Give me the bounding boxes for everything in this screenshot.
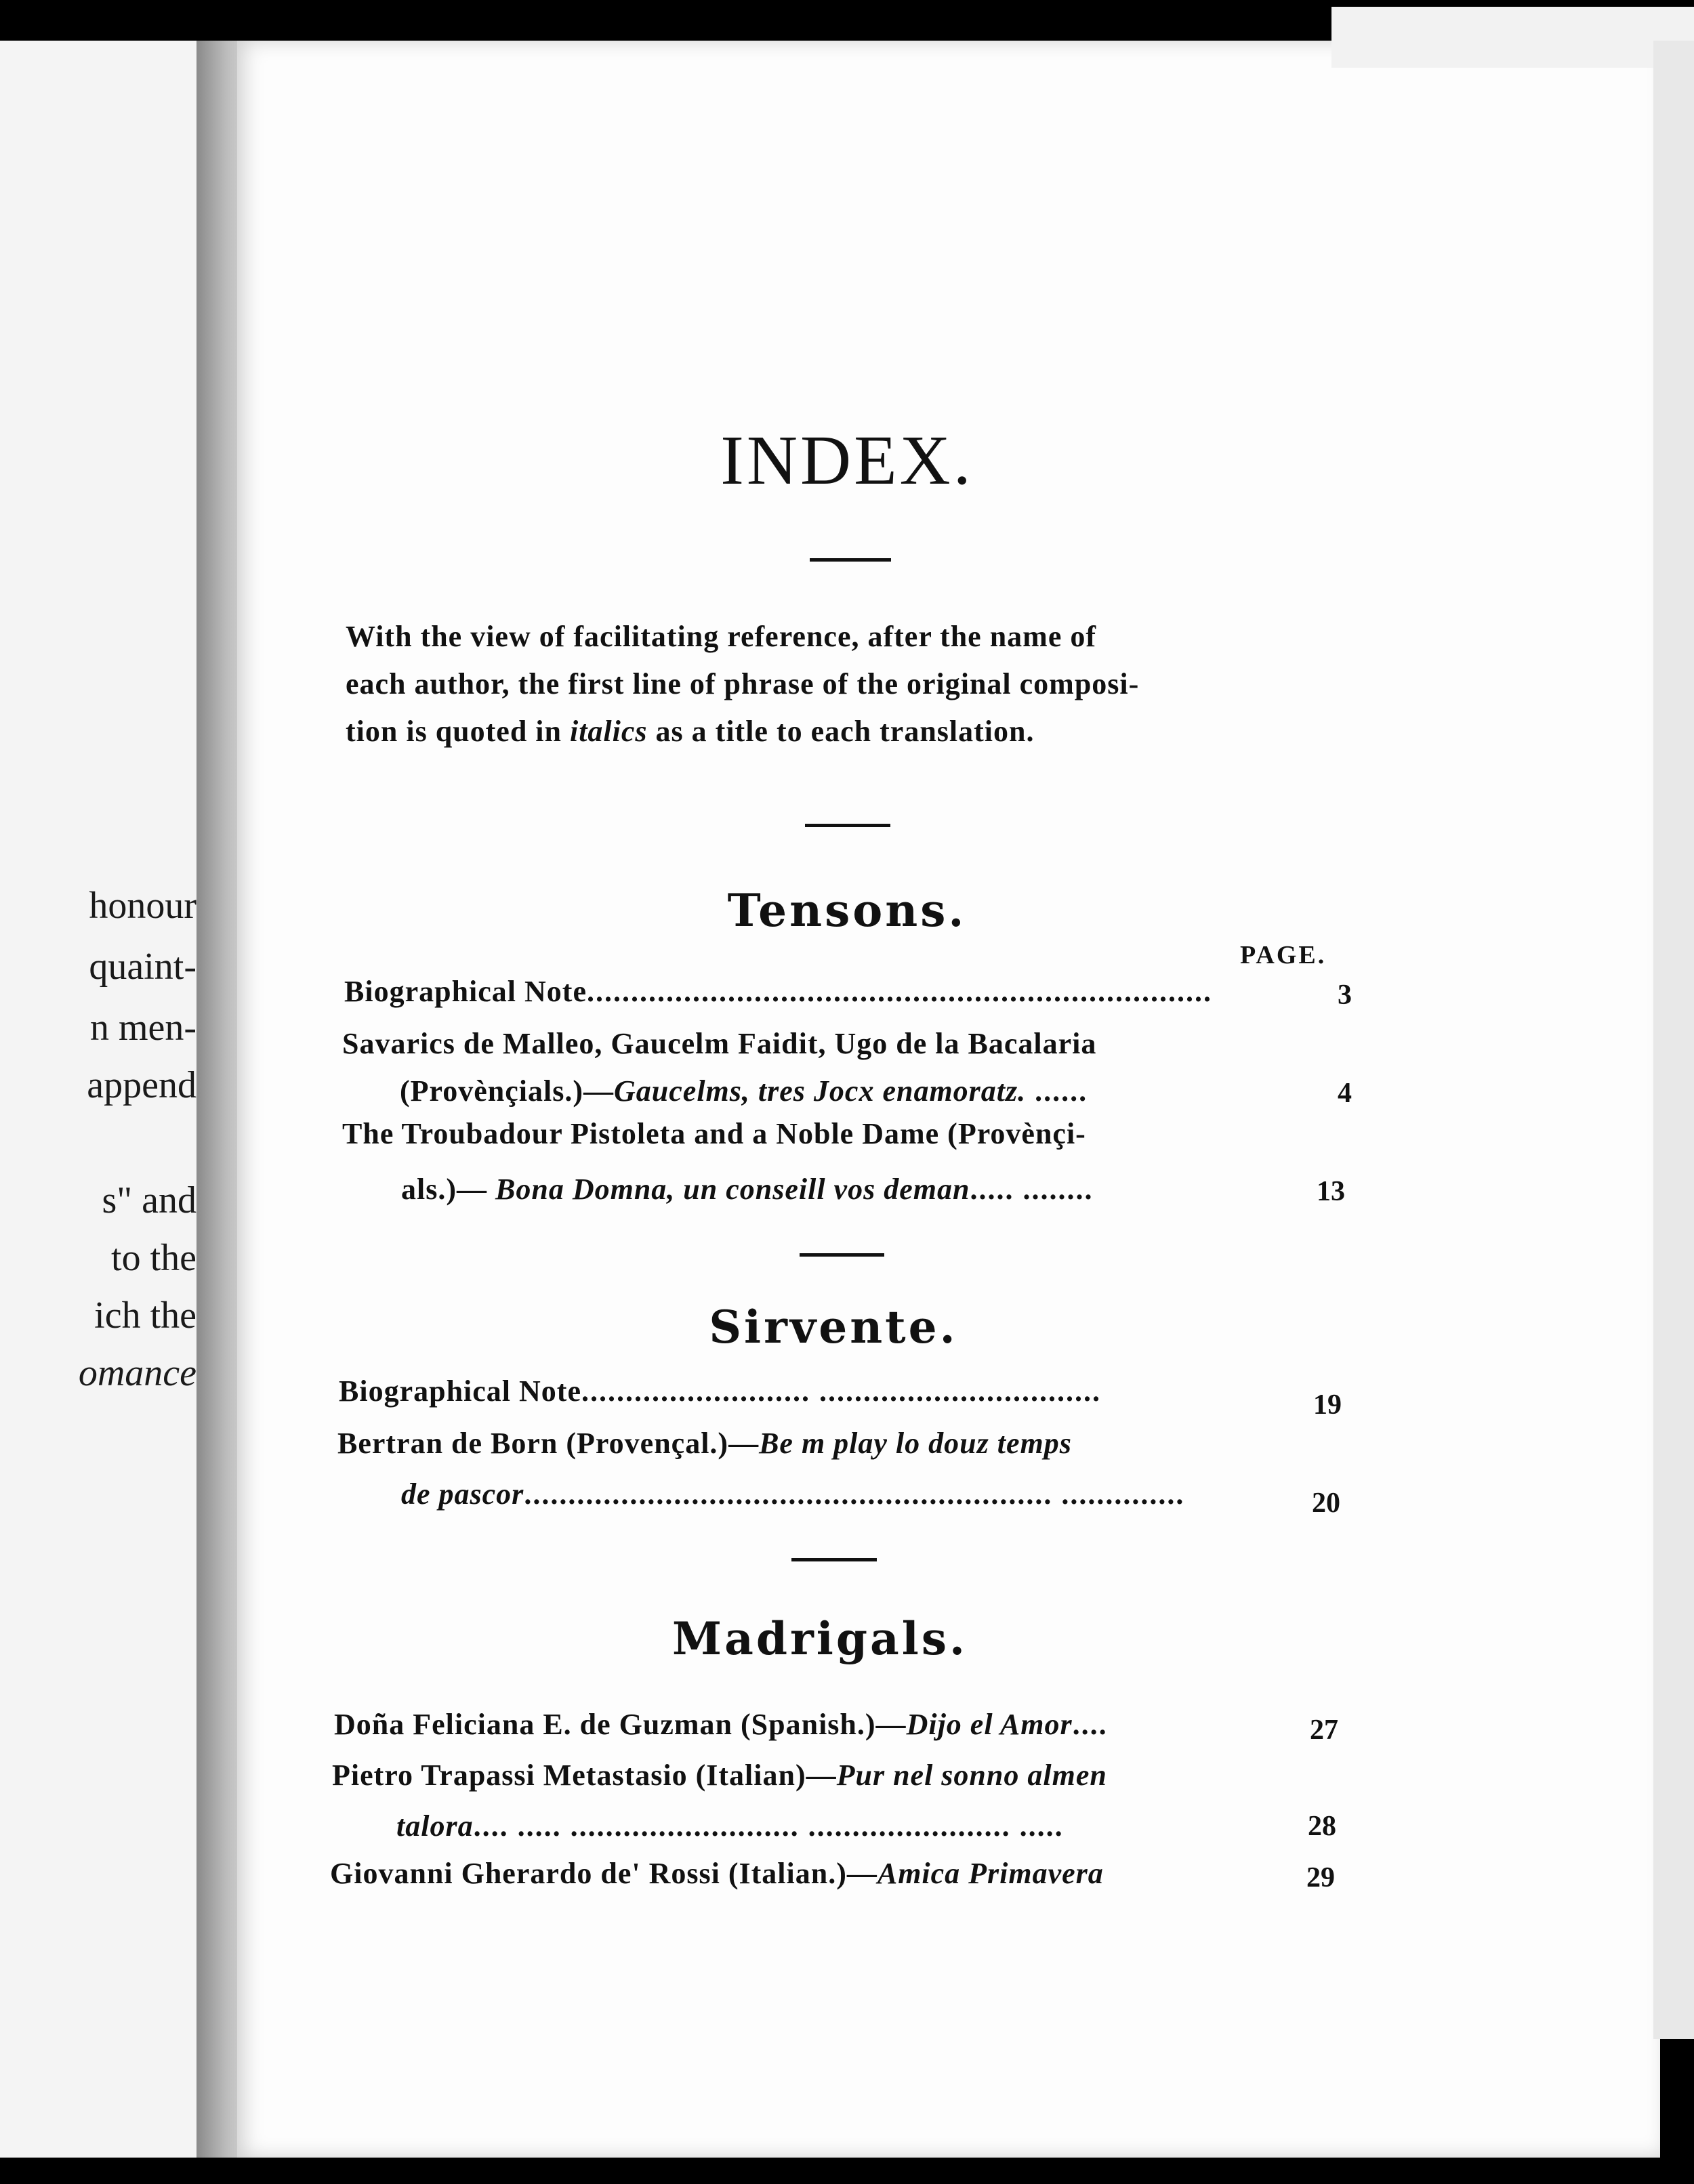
left-page-fragment: honour (89, 885, 197, 927)
index-entry: Bertran de Born (Provençal.)—Be m play lo douz temps (337, 1427, 1072, 1460)
index-entry: The Troubadour Pistoleta and a Noble Dame (Provènçi- (342, 1117, 1086, 1150)
left-page-fragment: quaint- (89, 946, 197, 988)
index-entry: Biographical Note.......................... ................................ (339, 1374, 1101, 1408)
intro-paragraph (346, 613, 1355, 755)
intro-line: each author, the first line of phrase of the original composi- (346, 667, 1140, 700)
page-number: 19 (1313, 1389, 1342, 1421)
left-page-fragment: ich the (94, 1295, 197, 1337)
left-page-fragment: append (87, 1064, 197, 1106)
page-number: 20 (1312, 1488, 1340, 1519)
index-entry-continuation: de pascor............................................................ .............. (401, 1477, 1185, 1511)
divider (810, 558, 891, 562)
index-entry-continuation: (Provènçials.)—Gaucelms, tres Jocx enamoratz. ...... (400, 1074, 1088, 1108)
page-number: 29 (1306, 1862, 1335, 1893)
index-entry-continuation: als.)— Bona Domna, un conseill vos deman..... ........ (401, 1173, 1094, 1206)
page-number: 28 (1308, 1811, 1336, 1842)
page-column-label: PAGE. (1240, 941, 1327, 969)
page-number: 13 (1317, 1176, 1345, 1207)
left-page-fragment: omance (78, 1352, 197, 1394)
page-title: INDEX. (720, 421, 974, 499)
index-entry: Biographical Note....................................................................... (344, 975, 1212, 1008)
index-entry: Savarics de Malleo, Gaucelm Faidit, Ugo de la Bacalaria (342, 1027, 1097, 1060)
section-heading-sirvente: Sirvente. (709, 1301, 958, 1353)
index-entry: Pietro Trapassi Metastasio (Italian)—Pur nel sonno almen (332, 1759, 1107, 1792)
page-number: 27 (1310, 1715, 1338, 1746)
page-number: 3 (1338, 980, 1352, 1011)
divider (791, 1558, 877, 1561)
index-entry-continuation: talora.... ..... .......................... ....................... ..... (396, 1809, 1064, 1843)
section-heading-madrigals: Madrigals. (672, 1612, 968, 1665)
section-heading-tensons: Tensons. (727, 884, 967, 937)
intro-line: With the view of facilitating reference, after the name of (346, 620, 1097, 653)
left-page-fragment: to the (111, 1237, 197, 1279)
intro-line: tion is quoted in italics as a title to each translation. (346, 715, 1035, 748)
divider (805, 824, 890, 827)
left-page-fragment: n men- (89, 1007, 197, 1049)
index-entry: Doña Feliciana E. de Guzman (Spanish.)—Dijo el Amor.... (334, 1708, 1108, 1741)
page-number: 4 (1338, 1078, 1352, 1109)
index-entry: Giovanni Gherardo de' Rossi (Italian.)—Amica Primavera (330, 1857, 1104, 1890)
divider (800, 1253, 884, 1257)
left-page-fragment: s" and (102, 1179, 197, 1221)
